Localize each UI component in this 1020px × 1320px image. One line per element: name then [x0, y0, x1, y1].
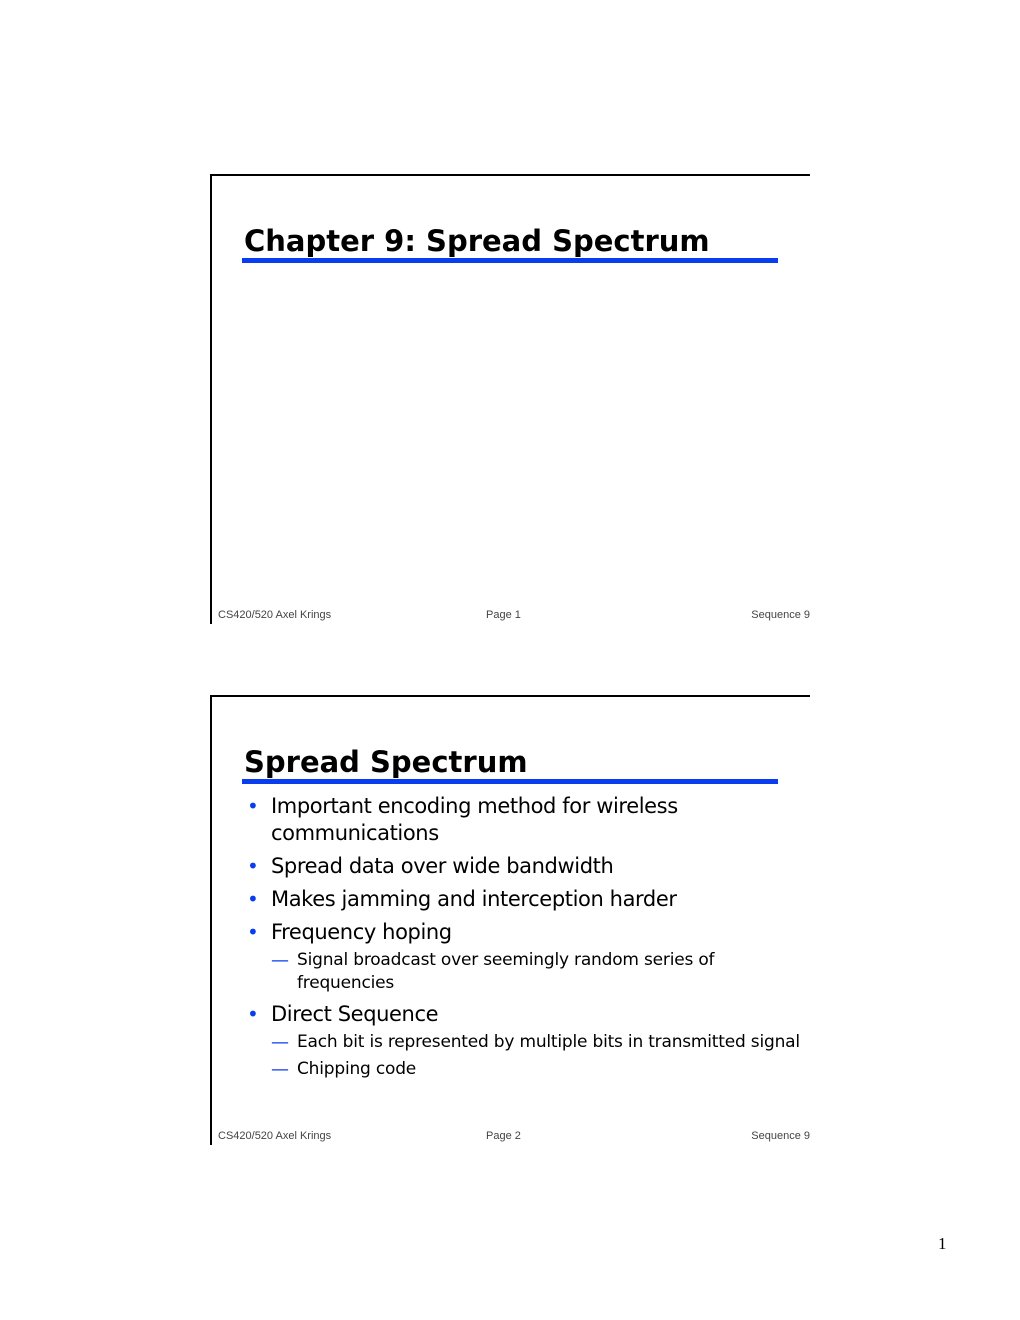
sub-bullet-text: Each bit is represented by multiple bits in transmitted signal [297, 1032, 800, 1052]
bullet-text: Frequency hoping [271, 920, 452, 944]
bullet-icon: • [247, 920, 259, 944]
bullet-icon: • [247, 854, 259, 878]
footer-course: CS420/520 Axel Krings [218, 609, 332, 621]
footer-course: CS420/520 Axel Krings [218, 1130, 332, 1142]
bullet-text: Makes jamming and interception harder [271, 887, 677, 911]
bullet-text: Direct Sequence [271, 1002, 439, 1026]
bullet-icon: • [247, 1002, 259, 1026]
sub-bullet-item [271, 1031, 805, 1054]
dash-icon: — [271, 1032, 289, 1053]
slide-title: Spread Spectrum [244, 745, 528, 779]
sub-bullet-list [271, 1031, 805, 1081]
bullet-item [245, 853, 805, 880]
sub-bullet-text: Signal broadcast over seemingly random series of frequencies [297, 950, 715, 993]
bullet-item [245, 793, 805, 847]
bullet-item [245, 919, 805, 995]
sub-bullet-list [271, 949, 805, 995]
dash-icon: — [271, 1059, 289, 1080]
bullet-item [245, 886, 805, 913]
sub-bullet-item [271, 1058, 805, 1081]
bullet-text: Important encoding method for wireless communications [271, 794, 678, 845]
footer-page: Page 2 [486, 1130, 521, 1142]
sub-bullet-text: Chipping code [297, 1059, 417, 1079]
bullet-text: Spread data over wide bandwidth [271, 854, 614, 878]
sub-bullet-item [271, 949, 805, 995]
slide-footer [218, 1130, 808, 1144]
bullet-list [245, 793, 805, 1087]
slide-footer [218, 609, 808, 623]
footer-page: Page 1 [486, 609, 521, 621]
slide-2 [210, 695, 810, 1145]
page-number: 1 [938, 1234, 947, 1253]
dash-icon: — [271, 950, 289, 971]
slide-1 [210, 174, 810, 624]
footer-sequence: Sequence 9 [751, 1130, 810, 1142]
title-underline [242, 258, 778, 263]
bullet-icon: • [247, 794, 259, 818]
title-underline [242, 779, 778, 784]
bullet-icon: • [247, 887, 259, 911]
bullet-item [245, 1001, 805, 1081]
footer-sequence: Sequence 9 [751, 609, 810, 621]
slide-title: Chapter 9: Spread Spectrum [244, 224, 710, 258]
